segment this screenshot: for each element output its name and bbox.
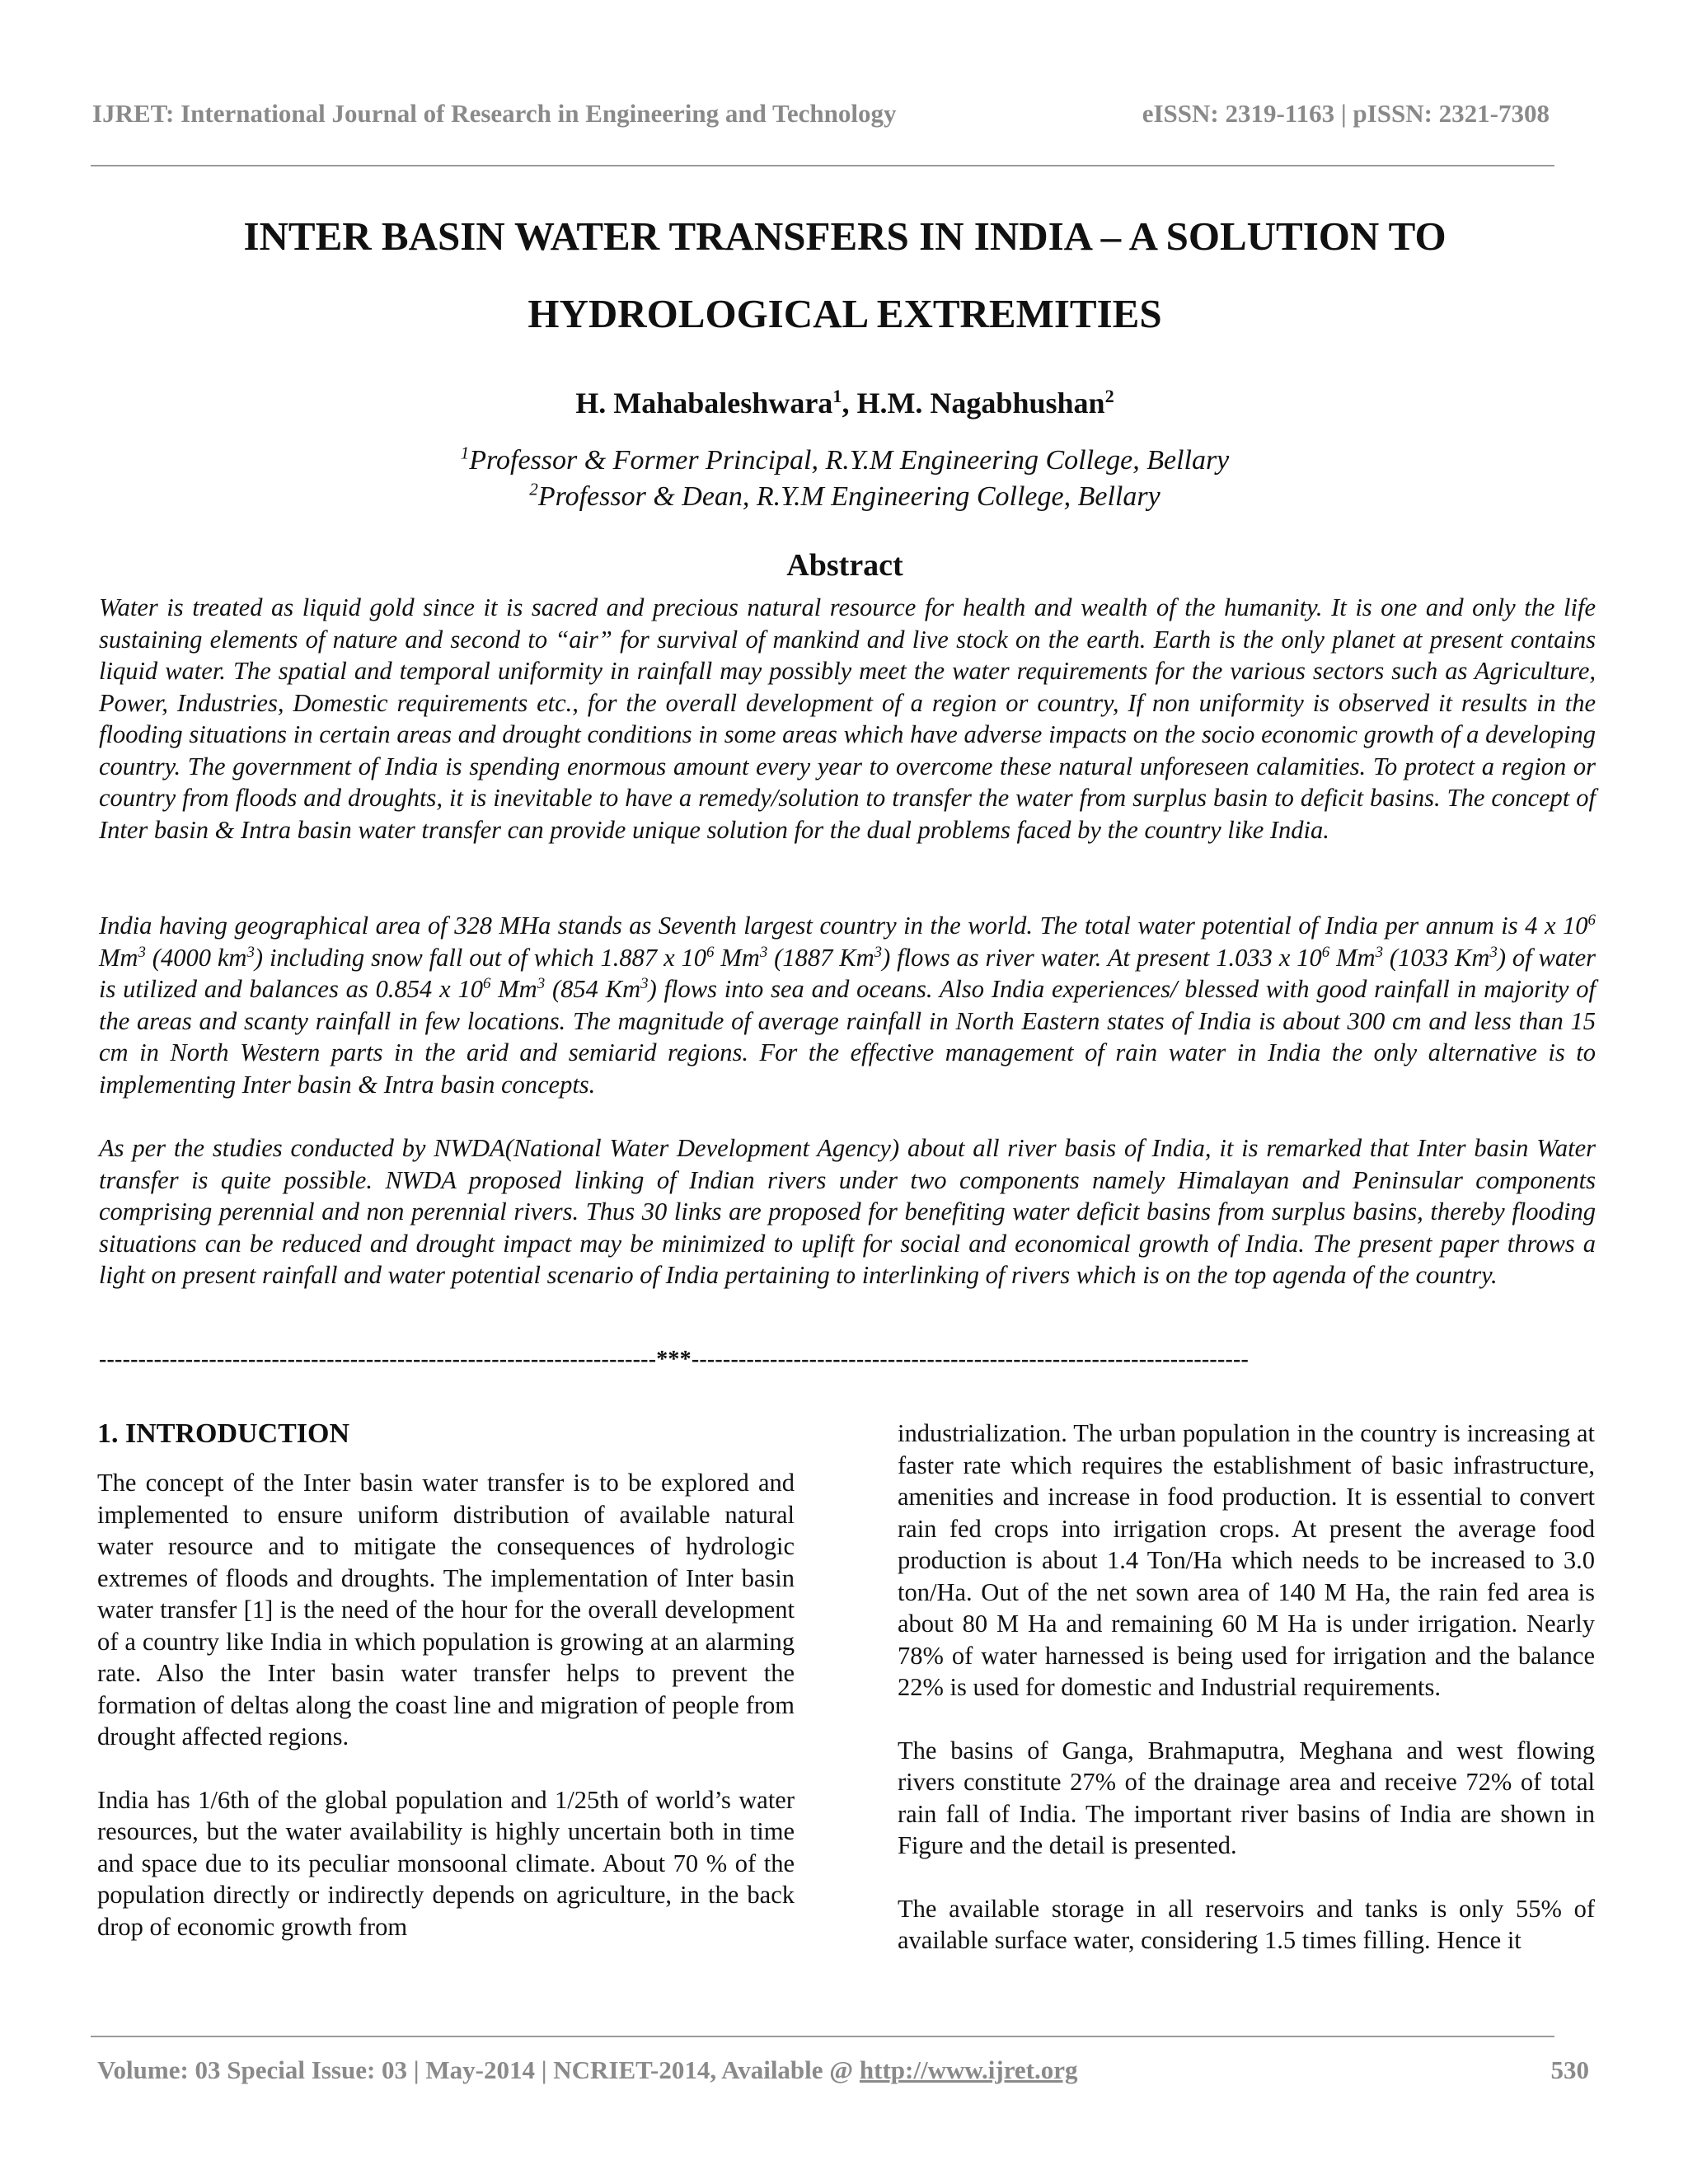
header-divider <box>91 165 1554 166</box>
abstract-heading: Abstract <box>786 548 903 583</box>
abstract-p2-text: ) including snow fall out of which 1.887 x 10 <box>254 943 707 972</box>
abstract-paragraph-3: As per the studies conducted by NWDA(National Water Development Agency) about all river basis of India, it is remarked that Inter basin Water transfer is quite possible. NWDA proposed linking of Indian rivers under two components namely Himalayan and Peninsular components comprising perennial and non perennial rivers. Thus 30 links are proposed for benefiting water deficit basins from surplus basins, thereby flooding situations can be reduced and drought impact may be minimized to uplift for social and economical growth of India. The present paper throws a light on present rainfall and water potential scenario of India pertaining to interlinking of rivers which is on the top agenda of the country. <box>99 1134 1596 1289</box>
author-1-mark: 1 <box>832 386 842 406</box>
footer-issue-info <box>97 2055 1078 2085</box>
affiliation-2-mark: 2 <box>529 479 538 499</box>
right-column <box>898 1418 1595 1957</box>
abstract-p2-text: (1887 Km <box>767 943 874 972</box>
abstract-paragraph-1: Water is treated as liquid gold since it is sacred and precious natural resource for health and wealth of the humanity. It is one and only the life sustaining elements of nature and second to “air” for survival of mankind and live stock on the earth. Earth is the only planet at present contains liquid water. The spatial and temporal uniformity in rainfall may possibly meet the water requirements for the various sectors such as Agriculture, Power, Industries, Domestic requirements etc., for the overall development of a region or country, If non uniformity is observed it results in the flooding situations in certain areas and drought conditions in some areas which have adverse impacts on the socio economic growth of a developing country. The government of India is spending enormous amount every year to overcome these natural unforeseen calamities. To protect a region or country from floods and droughts, it is inevitable to have a remedy/solution to transfer the water from surplus basin to deficit basins. The concept of Inter basin & Intra basin water transfer can provide unique solution for the dual problems faced by the country like India. <box>99 593 1596 844</box>
superscript: 3 <box>759 943 768 961</box>
superscript: 3 <box>1375 943 1384 961</box>
left-column <box>97 1418 795 1943</box>
author-2-mark: 2 <box>1104 386 1114 406</box>
affiliation-2-text: Professor & Dean, R.Y.M Engineering College, Bellary <box>537 481 1160 512</box>
affiliation-2 <box>124 481 1566 513</box>
author-separator: , <box>842 387 857 419</box>
abstract-p2-text: (854 Km <box>545 975 641 1003</box>
superscript: 3 <box>246 943 255 961</box>
journal-website-link[interactable]: http://www.ijret.org <box>859 2055 1078 2084</box>
page-number: 530 <box>1550 2055 1589 2084</box>
abstract-p2-text: ) flows as river water. At present 1.033 x 10 <box>882 943 1322 972</box>
superscript: 3 <box>640 974 649 992</box>
abstract-p2-text: India having geographical area of 328 MHa stands as Seventh largest country in the world. The total water potential of India per annum is 4 x 10 <box>99 912 1588 940</box>
abstract-p2-text: (1033 Km <box>1383 943 1490 972</box>
intro-paragraph-4: The basins of Ganga, Brahmaputra, Meghana and west flowing rivers constitute 27% of the drainage area and receive 72% of total rain fall of India. The important river basins of India are shown in Figure and the detail is presented. <box>898 1736 1595 1859</box>
abstract-p2-text: Mm <box>714 943 760 972</box>
intro-paragraph-5: The available storage in all reservoirs and tanks is only 55% of available surface water, considering 1.5 times filling. Hence it <box>898 1894 1595 1954</box>
intro-paragraph-1: The concept of the Inter basin water transfer is to be explored and implemented to ensure uniform distribution of available natural water resource and to mitigate the consequences of hydrologic extremes of floods and droughts. The implementation of Inter basin water transfer [1] is the need of the hour for the overall development of a country like India in which population is growing at an alarming rate. Also the Inter basin water transfer helps to prevent the formation of deltas along the coast line and migration of people from drought affected regions. <box>97 1469 795 1750</box>
footer-issue-text: Volume: 03 Special Issue: 03 | May-2014 | NCRIET-2014, Available @ <box>97 2055 860 2084</box>
author-list <box>124 386 1566 420</box>
abstract-p2-text: Mm <box>490 975 537 1003</box>
abstract-p2-text: ) flows into sea and oceans. Also India experiences/ blessed with good rainfall in majority of the areas and scanty rainfall in few locations. The magnitude of average rainfall in North Eastern states of India is about 300 cm and less than 15 cm in North Western parts in the arid and semiarid regions. For the effective management of rain water in India the only alternative is to implementing Inter basin & Intra basin concepts. <box>99 975 1596 1099</box>
intro-paragraph-3: industrialization. The urban population in the country is increasing at faster rate which requires the establishment of basic infrastructure, amenities and increase in food production. It is essential to convert rain fed crops into irrigation crops. At present the average food production is about 1.4 Ton/Ha which needs to be increased to 3.0 ton/Ha. Out of the net sown area of 140 M Ha, the rain fed area is about 80 M Ha and remaining 60 M Ha is under irrigation. Nearly 78% of water harnessed is being used for irrigation and the balance 22% is used for domestic and Industrial requirements. <box>898 1419 1595 1701</box>
footer-divider <box>91 2036 1554 2037</box>
section-heading: 1. INTRODUCTION <box>97 1418 350 1449</box>
abstract-p2-text: Mm <box>99 943 138 972</box>
abstract-paragraph-2 <box>99 910 1596 1100</box>
abstract-p2-text: (4000 km <box>145 943 247 972</box>
superscript: 6 <box>706 943 715 961</box>
journal-name: IJRET: International Journal of Research in Engineering and Technology <box>92 99 897 128</box>
abstract-p2-text: ) of water is utilized and balances as 0.854 x 10 <box>99 943 1596 1003</box>
author-2: H.M. Nagabhushan <box>856 387 1105 419</box>
intro-paragraph-2: India has 1/6th of the global population and 1/25th of world’s water resources, but the water availability is highly uncertain both in time and space due to its peculiar monsoonal climate. About 70 % of the population directly or indirectly depends on agriculture, in the back drop of economic growth from <box>97 1785 795 1941</box>
title-line-1: INTER BASIN WATER TRANSFERS IN INDIA – A SOLUTION TO <box>243 213 1447 259</box>
affiliation-1-mark: 1 <box>460 443 470 463</box>
abstract-p2-text: Mm <box>1329 943 1376 972</box>
superscript: 3 <box>138 943 146 961</box>
superscript: 3 <box>537 974 546 992</box>
superscript: 6 <box>482 974 491 992</box>
superscript: 6 <box>1587 911 1596 929</box>
title-line-2: HYDROLOGICAL EXTREMITIES <box>528 291 1162 336</box>
section-separator: -----------------------------------------------------------------------***----------------------------------------------------------------------- <box>99 1347 1250 1372</box>
superscript: 3 <box>874 943 883 961</box>
affiliation-1-text: Professor & Former Principal, R.Y.M Engineering College, Bellary <box>469 445 1230 476</box>
affiliation-1 <box>124 445 1566 476</box>
author-1: H. Mahabaleshwara <box>575 387 833 419</box>
superscript: 3 <box>1489 943 1498 961</box>
superscript: 6 <box>1321 943 1330 961</box>
paper-title <box>124 198 1566 353</box>
issn-numbers: eISSN: 2319-1163 | pISSN: 2321-7308 <box>1142 99 1550 128</box>
